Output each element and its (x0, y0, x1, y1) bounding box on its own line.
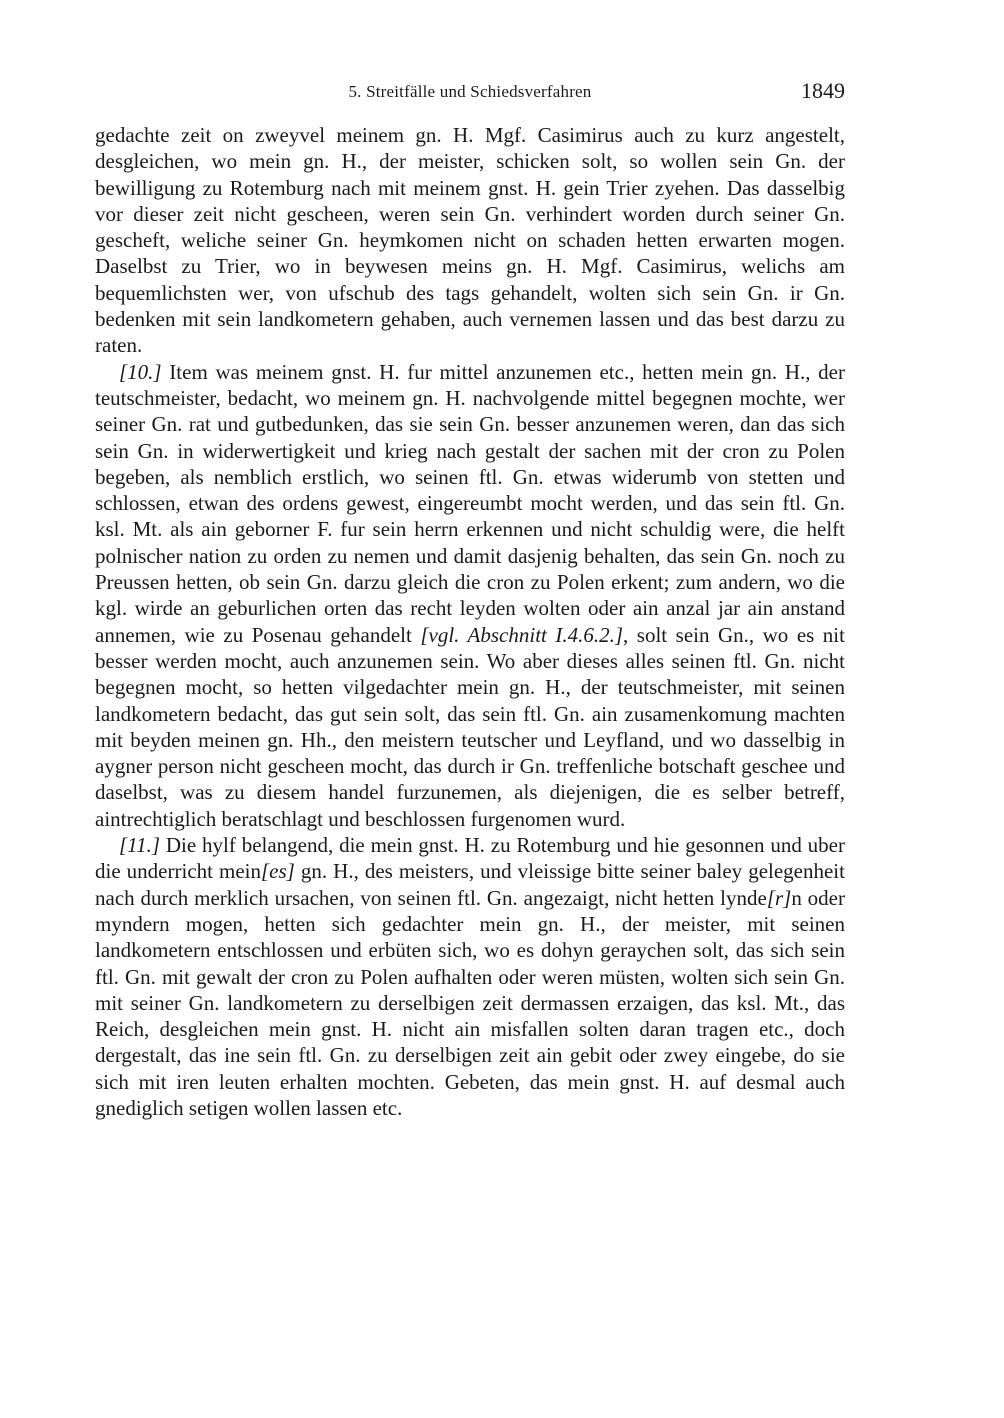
paragraph-10 (95, 359, 845, 832)
editorial-emendation: [es] (261, 859, 295, 884)
paragraph-text: n oder myndern mogen, hetten sich gedachter mein gn. H., der meister, mit seinen landkometern entschlossen und erbüten sich, wo es dohyn geraychen solt, das sich sein ftl. Gn. mit gewalt der cron zu Polen aufhalten oder weren müsten, wolten sich sein Gn. mit seiner Gn. landkometern zu derselbigen zeit dermassen erzaigen, das ksl. Mt., das Reich, desgleichen mein gnst. H. nicht ain misfallen solten daran tragen etc., doch dergestalt, das ine sein ftl. Gn. zu derselbigen zeit ain gebit oder zwey eingebe, do sie sich mit iren leuten erhalten mochten. Gebeten, das mein gnst. H. auf desmal auch gnediglich setigen wollen lassen etc. (95, 885, 845, 1120)
editorial-reference: [vgl. Abschnitt I.4.6.2.] (420, 622, 624, 647)
editorial-emendation: [r] (766, 885, 792, 910)
paragraph-text: gedachte zeit on zweyvel meinem gn. H. Mgf. Casimirus auch zu kurz angestelt, desgleichen, wo mein gn. H., der meister, schicken solt, so wollen sein Gn. der bewilligung zu Rotemburg nach mit meinem gnst. H. gein Trier zyehen. Das dasselbig vor dieser zeit nicht gescheen, weren sein Gn. verhindert worden durch seiner Gn. gescheft, weliche seiner Gn. heymkomen nicht on schaden hetten erwarten mogen. Daselbst zu Trier, wo in beywesen meins gn. H. Mgf. Casimirus, welichs am bequemlichsten wer, von ufschub des tags gehandelt, wolten sich sein Gn. ir Gn. bedenken mit sein landkometern gehaben, auch vernemen lassen und das best darzu zu raten. (95, 123, 845, 358)
paragraph-text: Die hylf belangend, die mein gnst. H. zu Rotemburg und hie gesonnen und uber die underricht mein (95, 833, 845, 884)
paragraph-marker: [11.] (119, 833, 161, 858)
running-head (95, 78, 845, 108)
running-title: 5. Streitfälle und Schiedsverfahren (348, 82, 592, 101)
paragraph-text: Item was meinem gnst. H. fur mittel anzunemen etc., hetten mein gn. H., der teutschmeister, bedacht, wo meinem gn. H. nachvolgende mittel begegnen mochte, wer seiner Gn. rat und gutbedunken, das sie sein Gn. besser anzunemen weren, dan das sich sein Gn. in widerwertigkeit und krieg nach gestalt der sachen mit der cron zu Polen begeben, als nemblich erstlich, wo seinen ftl. Gn. etwas widerumb von stetten und schlossen, etwan des ordens gewest, eingereumbt mocht werden, und das sein ftl. Gn. ksl. Mt. als ain geborner F. fur sein herrn erkennen und nicht schuldig were, die helft polnischer nation zu orden zu nemen und damit dasjenig behalten, das sein Gn. noch zu Preussen hetten, ob sein Gn. darzu gleich die cron zu Polen erkent; zum andern, wo die kgl. wirde an geburlichen orten das recht leyden wolten oder ain anzal jar ain anstand annemen, wie zu Posenau gehandelt (95, 359, 845, 647)
page-number: 1849 (801, 78, 845, 103)
paragraph-text: gn. H., des meisters, und vleissige bitte seiner baley gelegenheit nach durch merklich ursachen, von seinen ftl. Gn. angezaigt, nicht hetten lynde (95, 859, 845, 910)
paragraph-marker: [10.] (119, 359, 162, 384)
body-text (95, 122, 845, 1121)
paragraph-11 (95, 832, 845, 1121)
paragraph-continuation (95, 122, 845, 359)
paragraph-text: , solt sein Gn., wo es nit besser werden mocht, auch anzunemen sein. Wo aber dieses alles seinen ftl. Gn. nicht begegnen mocht, so hetten vilgedachter mein gn. H., der teutschmeister, mit seinen landkometern bedacht, das gut sein solt, das sein ftl. Gn. ain zusamenkomung machten mit beyden meinen gn. Hh., den meistern teutscher und Leyfland, und wo dasselbig in aygner person nicht gescheen mocht, das durch ir Gn. treffenliche botschaft geschee und daselbst, was zu diesem handel furzunemen, als diejenigen, die es selber betreff, aintrechtiglich beratschlagt und beschlossen furgenomen wurd. (95, 622, 845, 831)
document-page (95, 78, 845, 1121)
